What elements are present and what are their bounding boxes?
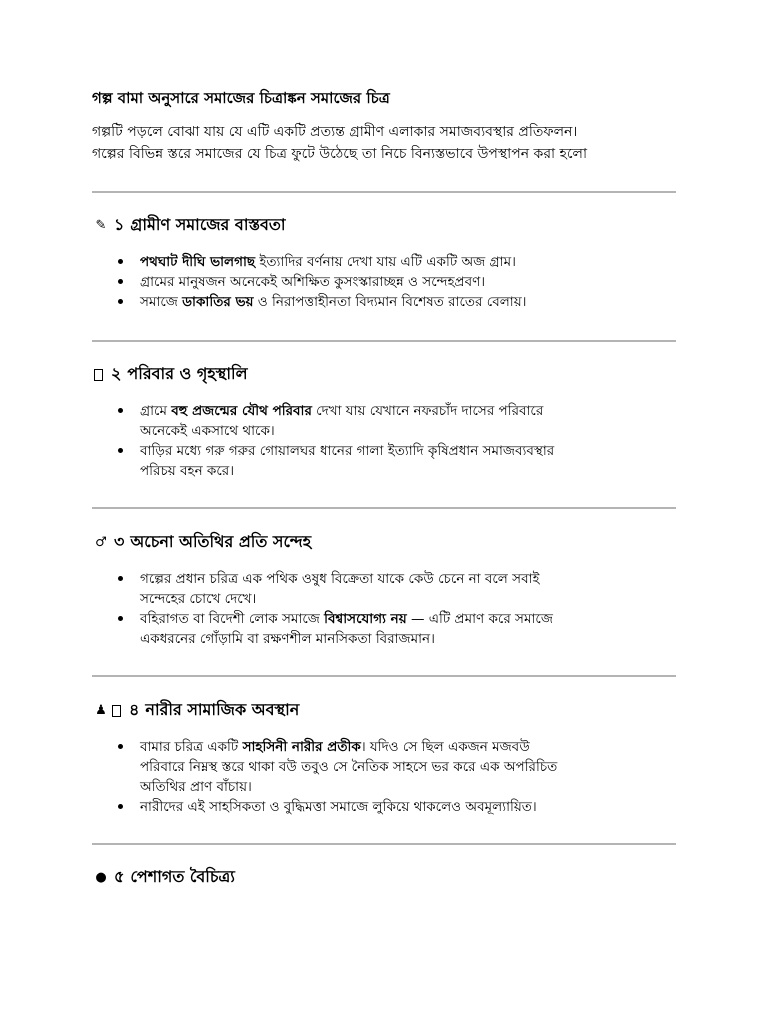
section-number: ২ xyxy=(111,364,122,383)
section-number: ১ xyxy=(114,215,125,234)
divider xyxy=(92,843,676,845)
section-title: গ্রামীণ সমাজের বাস্তবতা xyxy=(130,215,286,234)
list-item xyxy=(118,252,678,272)
bold-text: ডাকাতির ভয় xyxy=(182,294,254,310)
section-heading-2 xyxy=(92,361,248,388)
list-item xyxy=(118,569,678,609)
section-heading-5 xyxy=(92,864,235,891)
section-heading-1 xyxy=(92,212,286,239)
divider xyxy=(92,340,676,342)
divider xyxy=(92,191,676,193)
section-1-list xyxy=(118,252,678,312)
item-text: গ্রামে xyxy=(140,403,172,419)
section-number: ৪ xyxy=(129,700,140,719)
bold-text: বহু প্রজন্মের যৌথ পরিবার xyxy=(171,403,312,419)
money-bag-icon: ● xyxy=(95,870,107,885)
list-item xyxy=(118,272,678,292)
section-number: ৩ xyxy=(114,532,125,551)
person-icon: ♂ xyxy=(95,535,107,550)
item-text: ইত্যাদির বর্ণনায় দেখা যায় এটি একটি অজ গ্রাম। xyxy=(255,254,516,270)
section-title: নারীর সামাজিক অবস্থান xyxy=(145,700,300,719)
item-text: পরিবারে নিম্নস্থ স্তরে থাকা বউ তবুও সে নৈতিক সাহসে ভর করে এক অপরিচিত xyxy=(140,759,558,775)
item-text: । যদিও সে ছিল একজন মজবউ xyxy=(360,739,530,755)
list-item xyxy=(118,292,678,312)
list-item xyxy=(118,441,678,481)
section-heading-4 xyxy=(92,697,299,724)
section-4-list xyxy=(118,737,678,817)
page-title: গল্প বামা অনুসারে সমাজের চিত্রাঙ্কন সমাজের চিত্র xyxy=(92,89,390,107)
item-text: বাড়ির মধ্যে গরু গরুর গোয়ালঘর ধানের গালা ইত্যাদি কৃষিপ্রধান সমাজব্যবস্থার xyxy=(140,443,555,459)
divider xyxy=(92,507,676,509)
item-text: অতিথির প্রাণ বাঁচায়। xyxy=(140,779,252,795)
section-heading-3 xyxy=(92,529,311,556)
section-number: ৫ xyxy=(114,867,125,886)
item-text: সমাজে xyxy=(140,294,183,310)
item-text: গল্পের প্রধান চরিত্র এক পথিক ওষুধ বিক্রেতা যাকে কেউ চেনে না বলে সবাই xyxy=(140,571,540,587)
list-item xyxy=(118,609,678,649)
item-text: গ্রামের মানুষজন অনেকেই অশিক্ষিত কুসংস্কারাচ্ছন্ন ও সন্দেহপ্রবণ। xyxy=(140,274,486,290)
pen-icon: ✎ xyxy=(95,218,107,233)
item-text: — এটি প্রমাণ করে সমাজে xyxy=(406,611,553,627)
section-2-list xyxy=(118,401,678,481)
bold-text: বিশ্বাসযোগ্য নয় xyxy=(324,611,407,627)
section-3-list xyxy=(118,569,678,649)
section-title: পরিবার ও গৃহস্থালি xyxy=(127,364,248,383)
section-title: অচেনা অতিথির প্রতি সন্দেহ xyxy=(130,532,312,551)
item-text: পরিচয় বহন করে। xyxy=(140,463,235,479)
woman-icon: ♟ xyxy=(95,703,107,718)
missing-glyph-icon xyxy=(112,705,121,717)
item-text: দেখা যায় যেখানে নফরচাঁদ দাসের পরিবারে xyxy=(311,403,544,419)
divider xyxy=(92,675,676,677)
intro-paragraph xyxy=(92,121,692,165)
bold-text: পথঘাট দীঘি ভালগাছ xyxy=(140,254,256,270)
bold-text: সাহসিনী নারীর প্রতীক xyxy=(242,739,361,755)
item-text: একধরনের গোঁড়ামি বা রক্ষণশীল মানসিকতা বিরাজমান। xyxy=(140,631,435,647)
item-text: নারীদের এই সাহসিকতা ও বুদ্ধিমত্তা সমাজে লুকিয়ে থাকলেও অবমূল্যায়িত। xyxy=(140,799,537,815)
missing-glyph-icon xyxy=(94,369,103,381)
list-item xyxy=(118,797,678,817)
item-text: ও নিরাপত্তাহীনতা বিদ্যমান বিশেষত রাতের বেলায়। xyxy=(253,294,527,310)
item-text: বামার চরিত্র একটি xyxy=(140,739,243,755)
list-item xyxy=(118,401,678,441)
list-item xyxy=(118,737,678,797)
item-text: বহিরাগত বা বিদেশী লোক সমাজে xyxy=(140,611,325,627)
item-text: সন্দেহের চোখে দেখে। xyxy=(140,591,257,607)
intro-line: গল্পের বিভিন্ন স্তরে সমাজের যে চিত্র ফুটে উঠেছে তা নিচে বিন্যস্তভাবে উপস্থাপন করা হলো xyxy=(92,146,588,162)
item-text: অনেকেই একসাথে থাকে। xyxy=(140,423,275,439)
section-title: পেশাগত বৈচিত্র্য xyxy=(130,867,235,886)
intro-line: গল্পটি পড়লে বোঝা যায় যে এটি একটি প্রত্যন্ত গ্রামীণ এলাকার সমাজব্যবস্থার প্রতিফলন। xyxy=(92,124,578,140)
